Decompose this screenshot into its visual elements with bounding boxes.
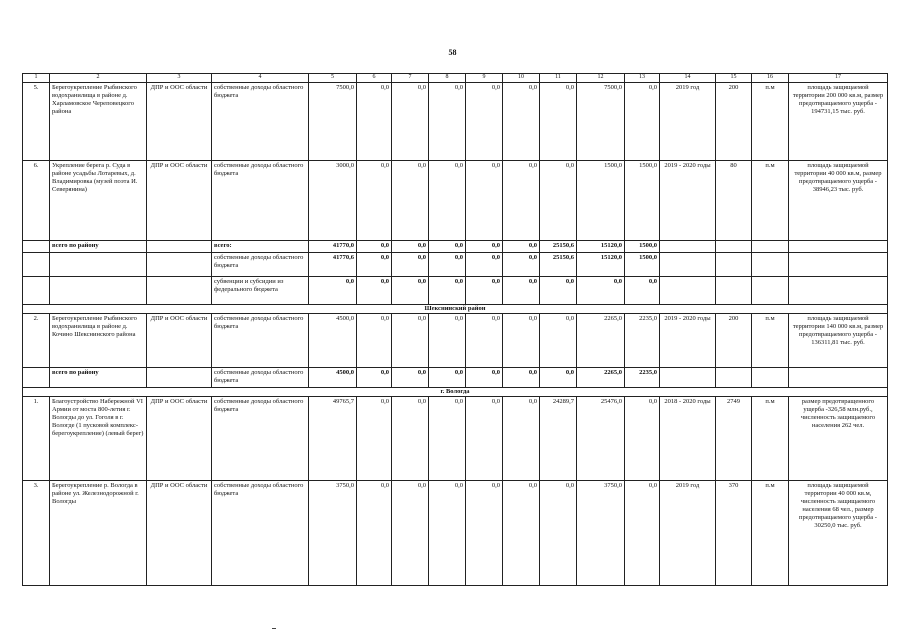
amount-cell: 0,0: [357, 313, 392, 367]
column-number-row: [23, 74, 888, 83]
amount-cell: 0,0: [392, 252, 429, 276]
amount-cell: 41770,0: [309, 240, 357, 252]
amount-cell: 0,0: [466, 313, 503, 367]
amount-cell: 0,0: [466, 82, 503, 160]
table-row: [23, 82, 888, 160]
amount-cell: 4500,0: [309, 367, 357, 387]
amount-cell: 0,0: [429, 252, 466, 276]
quantity-cell: 80: [716, 160, 752, 240]
amount-cell: 0,0: [429, 367, 466, 387]
amount-cell: 0,0: [466, 276, 503, 304]
column-number: 13: [625, 74, 660, 83]
amount-cell: 0,0: [392, 396, 429, 480]
amount-cell: 0,0: [357, 396, 392, 480]
unit-cell: п.м: [752, 480, 789, 585]
amount-cell: 1500,0: [625, 252, 660, 276]
effect-cell: площадь защищаемой территории 140 000 кв.м, размер предотвращаемого ущерба - 136311,81 тыс. руб.: [789, 313, 888, 367]
column-number: 16: [752, 74, 789, 83]
column-number: 3: [147, 74, 212, 83]
amount-cell: 0,0: [429, 82, 466, 160]
amount-cell: 7500,0: [577, 82, 625, 160]
effect-cell: площадь защищаемой территории 200 000 кв.м, размер предотвращаемого ущерба - 194731,15 тыс. руб.: [789, 82, 888, 160]
amount-cell: 0,0: [357, 367, 392, 387]
column-number: 11: [540, 74, 577, 83]
amount-cell: 0,0: [466, 160, 503, 240]
amount-cell: 0,0: [577, 276, 625, 304]
unit-cell: п.м: [752, 313, 789, 367]
amount-cell: 0,0: [540, 367, 577, 387]
quantity-cell: 200: [716, 82, 752, 160]
amount-cell: 4500,0: [309, 313, 357, 367]
amount-cell: 1500,0: [625, 160, 660, 240]
column-number: 5: [309, 74, 357, 83]
amount-cell: 0,0: [357, 276, 392, 304]
responsible-org: ДПР и ООС области: [147, 396, 212, 480]
amount-cell: 0,0: [625, 480, 660, 585]
table-row: [23, 480, 888, 585]
amount-cell: 0,0: [466, 252, 503, 276]
column-number: 9: [466, 74, 503, 83]
unit-cell: п.м: [752, 396, 789, 480]
column-number: 15: [716, 74, 752, 83]
quantity-cell: 370: [716, 480, 752, 585]
total-row: [23, 367, 888, 387]
object-name: Берегоукрепление р. Вологда в районе ул. Железнодорожной г. Вологды: [50, 480, 147, 585]
row-number: 5.: [23, 82, 50, 160]
amount-cell: 0,0: [429, 396, 466, 480]
amount-cell: 0,0: [503, 480, 540, 585]
responsible-org: ДПР и ООС области: [147, 313, 212, 367]
period-cell: 2018 - 2020 годы: [660, 396, 716, 480]
amount-cell: 0,0: [429, 480, 466, 585]
effect-cell: площадь защищаемой территории 40 000 кв.м, численность защищаемого населения 68 чел., размер предотвращаемого ущерба - 30250,0 тыс. руб.: [789, 480, 888, 585]
total-label: всего по району: [50, 240, 147, 252]
amount-cell: 0,0: [503, 313, 540, 367]
amount-cell: 0,0: [540, 480, 577, 585]
funding-source: собственные доходы областного бюджета: [212, 252, 309, 276]
quantity-cell: 200: [716, 313, 752, 367]
funding-source: собственные доходы областного бюджета: [212, 480, 309, 585]
amount-cell: 0,0: [392, 160, 429, 240]
amount-cell: 0,0: [357, 82, 392, 160]
amount-cell: 0,0: [540, 160, 577, 240]
amount-cell: 0,0: [392, 313, 429, 367]
amount-cell: 0,0: [540, 313, 577, 367]
amount-cell: 1500,0: [577, 160, 625, 240]
amount-cell: 24289,7: [540, 396, 577, 480]
amount-cell: 0,0: [309, 276, 357, 304]
amount-cell: 25150,6: [540, 252, 577, 276]
amount-cell: 0,0: [429, 240, 466, 252]
amount-cell: 0,0: [392, 276, 429, 304]
amount-cell: 0,0: [392, 240, 429, 252]
amount-cell: 15120,0: [577, 252, 625, 276]
funding-source: субвенции и субсидии из федерального бюджета: [212, 276, 309, 304]
amount-cell: 15120,0: [577, 240, 625, 252]
amount-cell: 41770,6: [309, 252, 357, 276]
amount-cell: 0,0: [503, 240, 540, 252]
amount-cell: 0,0: [540, 276, 577, 304]
column-number: 10: [503, 74, 540, 83]
row-number: 6.: [23, 160, 50, 240]
amount-cell: 0,0: [540, 82, 577, 160]
total-row: [23, 240, 888, 252]
amount-cell: 0,0: [357, 252, 392, 276]
row-number: 1.: [23, 396, 50, 480]
funding-source: собственные доходы областного бюджета: [212, 160, 309, 240]
amount-cell: 7500,0: [309, 82, 357, 160]
responsible-org: ДПР и ООС области: [147, 160, 212, 240]
amount-cell: 0,0: [392, 480, 429, 585]
amount-cell: 0,0: [625, 396, 660, 480]
section-row: [23, 387, 888, 396]
period-cell: 2019 - 2020 годы: [660, 313, 716, 367]
column-number: 17: [789, 74, 888, 83]
column-number: 12: [577, 74, 625, 83]
amount-cell: 0,0: [357, 240, 392, 252]
amount-cell: 2235,0: [625, 313, 660, 367]
unit-cell: п.м: [752, 82, 789, 160]
scan-mark: [272, 628, 276, 629]
amount-cell: 0,0: [466, 240, 503, 252]
total-row: [23, 252, 888, 276]
funding-source: собственные доходы областного бюджета: [212, 82, 309, 160]
amount-cell: 3750,0: [577, 480, 625, 585]
funding-source: всего:: [212, 240, 309, 252]
section-row: [23, 304, 888, 313]
amount-cell: 0,0: [357, 480, 392, 585]
object-name: Благоустройство Набережной VI Армии от моста 800-летия г. Вологды до ул. Гоголя в г. Вологде (1 пусковой комплекс-берегоукрепление) (левый берег): [50, 396, 147, 480]
page-number: 58: [448, 48, 457, 57]
responsible-org: ДПР и ООС области: [147, 480, 212, 585]
period-cell: 2019 год: [660, 82, 716, 160]
total-label: всего по району: [50, 367, 147, 387]
amount-cell: 0,0: [466, 396, 503, 480]
amount-cell: 0,0: [503, 367, 540, 387]
column-number: 7: [392, 74, 429, 83]
column-number: 1: [23, 74, 50, 83]
amount-cell: 0,0: [392, 367, 429, 387]
total-row: [23, 276, 888, 304]
amount-cell: 0,0: [357, 160, 392, 240]
object-name: Укрепление берега р. Суда в районе усадьбы Лотаревых, д. Владимировка (музей поэта И. Северянина): [50, 160, 147, 240]
amount-cell: 49765,7: [309, 396, 357, 480]
column-number: 8: [429, 74, 466, 83]
amount-cell: 0,0: [429, 313, 466, 367]
table-row: [23, 396, 888, 480]
funding-source: собственные доходы областного бюджета: [212, 313, 309, 367]
amount-cell: 0,0: [466, 367, 503, 387]
amount-cell: 2235,0: [625, 367, 660, 387]
amount-cell: 0,0: [625, 82, 660, 160]
amount-cell: 1500,0: [625, 240, 660, 252]
object-name: Берегоукрепление Рыбинского водохранилища в районе д. Харламовское Череповецкого района: [50, 82, 147, 160]
amount-cell: 25476,0: [577, 396, 625, 480]
effect-cell: площадь защищаемой территории 40 000 кв.м, размер предотвращаемого ущерба - 38946,23 тыс. руб.: [789, 160, 888, 240]
amount-cell: 0,0: [503, 276, 540, 304]
amount-cell: 0,0: [429, 276, 466, 304]
column-number: 6: [357, 74, 392, 83]
table-row: [23, 160, 888, 240]
amount-cell: 0,0: [429, 160, 466, 240]
section-title: Шекснинский район: [23, 304, 888, 313]
amount-cell: 0,0: [392, 82, 429, 160]
table-row: [23, 313, 888, 367]
period-cell: 2019 - 2020 годы: [660, 160, 716, 240]
amount-cell: 3750,0: [309, 480, 357, 585]
amount-cell: 2265,0: [577, 367, 625, 387]
column-number: 14: [660, 74, 716, 83]
section-title: г. Вологда: [23, 387, 888, 396]
amount-cell: 0,0: [503, 82, 540, 160]
unit-cell: п.м: [752, 160, 789, 240]
amount-cell: 0,0: [503, 160, 540, 240]
object-name: Берегоукрепление Рыбинского водохранилища в районе д. Кочино Шекснинского района: [50, 313, 147, 367]
funding-source: собственные доходы областного бюджета: [212, 396, 309, 480]
effect-cell: размер предотвращенного ущерба -326,58 млн.руб., численность защищаемого населения 262 чел.: [789, 396, 888, 480]
period-cell: 2019 год: [660, 480, 716, 585]
column-number: 4: [212, 74, 309, 83]
responsible-org: ДПР и ООС области: [147, 82, 212, 160]
column-number: 2: [50, 74, 147, 83]
amount-cell: 2265,0: [577, 313, 625, 367]
amount-cell: 0,0: [625, 276, 660, 304]
amount-cell: 0,0: [503, 252, 540, 276]
amount-cell: 0,0: [503, 396, 540, 480]
row-number: 2.: [23, 313, 50, 367]
program-table: [22, 73, 888, 586]
funding-source: собственные доходы областного бюджета: [212, 367, 309, 387]
amount-cell: 25150,6: [540, 240, 577, 252]
row-number: 3.: [23, 480, 50, 585]
amount-cell: 3000,0: [309, 160, 357, 240]
quantity-cell: 2749: [716, 396, 752, 480]
amount-cell: 0,0: [466, 480, 503, 585]
